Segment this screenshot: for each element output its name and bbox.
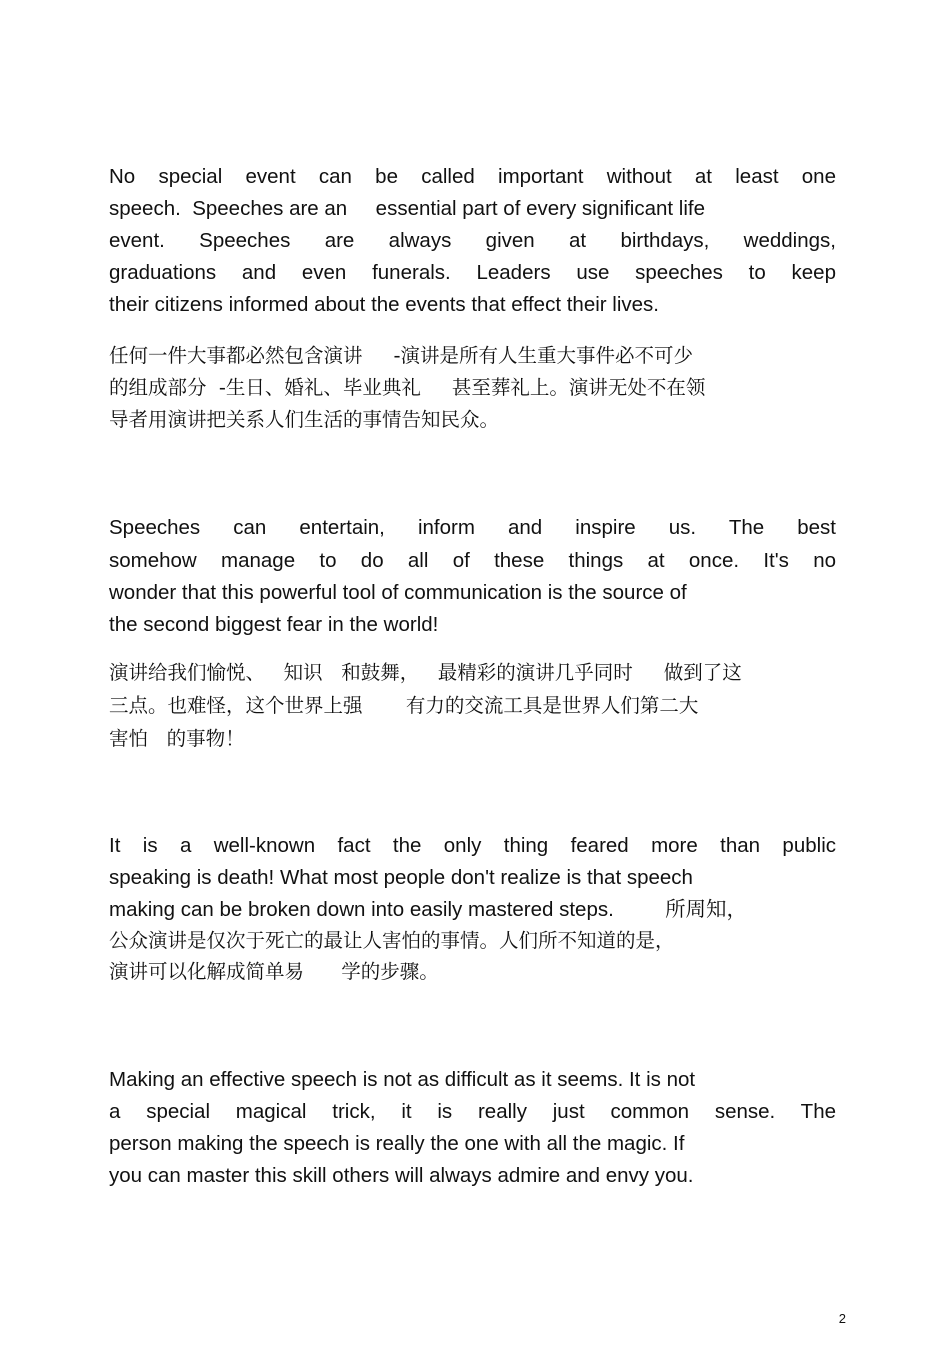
text-line: Speeches can entertain, inform and inspire us. The best [109, 516, 836, 539]
text-line: making can be broken down into easily mastered steps. 所周知， [109, 898, 748, 921]
text-line: 公众演讲是仅次于死亡的最让人害怕的事情。人们所不知道的是， [109, 929, 675, 952]
text-line: 导者用演讲把关系人们生活的事情告知民众。 [109, 408, 500, 431]
text-line: 害怕 的事物！ [109, 727, 245, 750]
text-line: 任何一件大事都必然包含演讲 -演讲是所有人生重大事件必不可少 [109, 344, 694, 367]
text-line: 演讲给我们愉悦、 知识 和鼓舞， 最精彩的演讲几乎同时 做到了这 [109, 661, 742, 684]
text-line: you can master this skill others will always admire and envy you. [109, 1164, 694, 1187]
text-line: person making the speech is really the one with all the magic. If [109, 1132, 685, 1155]
text-line: wonder that this powerful tool of communication is the source of [109, 581, 687, 604]
text-line: speech. Speeches are an essential part of every significant life [109, 197, 705, 220]
text-line: graduations and even funerals. Leaders use speeches to keep [109, 261, 836, 284]
text-line: speaking is death! What most people don't realize is that speech [109, 866, 693, 889]
page-number: 2 [838, 1311, 846, 1326]
text-line: event. Speeches are always given at birthdays, weddings, [109, 229, 836, 252]
text-line: somehow manage to do all of these things at once. It's no [109, 549, 836, 572]
text-line: 的组成部分 -生日、婚礼、毕业典礼 甚至葬礼上。演讲无处不在领 [109, 376, 706, 399]
text-line: a special magical trick, it is really just common sense. The [109, 1100, 836, 1123]
text-line: the second biggest fear in the world! [109, 613, 439, 636]
text-line: It is a well-known fact the only thing feared more than public [109, 834, 836, 857]
text-line: their citizens informed about the events that effect their lives. [109, 293, 659, 316]
text-line: 三点。也难怪，这个世界上强 有力的交流工具是世界人们第二大 [109, 694, 699, 717]
text-line: Making an effective speech is not as difficult as it seems. It is not [109, 1068, 696, 1091]
text-line: 演讲可以化解成简单易 学的步骤。 [109, 960, 439, 983]
text-line: No special event can be called important without at least one [109, 165, 836, 188]
